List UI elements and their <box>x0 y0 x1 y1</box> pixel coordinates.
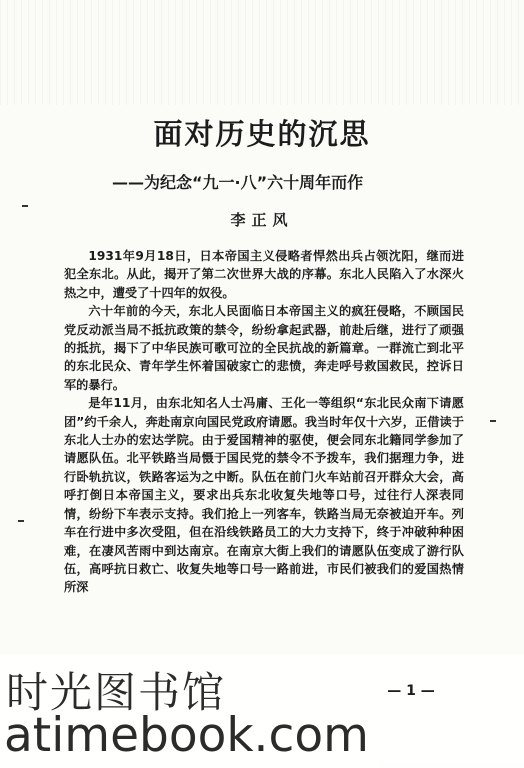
watermark-chinese: 时光图书馆 <box>6 668 227 717</box>
paragraph-3: 是年11月，由东北知名人士冯庸、王化一等组织“东北民众南下请愿团”约千余人，奔赴南京向国民党政府请愿。我当时年仅十六岁，正借读于东北人士办的宏达学院。由于爱国精神的驱使，便会同东北籍同学参加了请愿队伍。北平铁路当局慑于国民党的禁令不予拨车，我们据理力争，进行卧轨抗议，铁路客运为之中断。队伍在前门火车站前召开群众大会，高呼打倒日本帝国主义，要求出兵东北收复失地等口号，过往行人深表同情，纷纷下车表示支持。我们抢上一列客车，铁路当局无奈被迫开车。列车在行进中多次受阻，但在沿线铁路员工的大力支持下，终于冲破种种困难，在凄风苦雨中到达南京。在南京大街上我们的请愿队伍变成了游行队伍，高呼抗日救亡、收复失地等口号一路前进，市民们被我们的爱国热情所深 <box>64 396 464 595</box>
article-body <box>64 247 464 597</box>
article-subtitle: ——为纪念“九一·八”六十周年而作 <box>112 173 364 192</box>
scan-speck <box>22 205 28 207</box>
article-author: 李正风 <box>230 211 294 229</box>
paragraph-2: 六十年前的今天，东北人民面临日本帝国主义的疯狂侵略，不顾国民党反动派当局不抵抗政策的禁令，纷纷拿起武器，前赴后继，进行了顽强的抵抗，揭下了中华民族可歌可泣的全民抗战的新篇章。一群流亡到北平的东北民众、青年学生怀着国破家亡的悲愤，奔走呼号救国救民，控诉日军的暴行。 <box>64 304 464 392</box>
page-number: — 1 — <box>387 683 435 699</box>
article-title: 面对历史的沉思 <box>153 117 371 151</box>
scan-header-area <box>0 0 524 105</box>
paragraph-1: 1931年9月18日，日本帝国主义侵略者悍然出兵占领沈阳，继而进犯全东北。从此，揭开了第二次世界大战的序幕。东北人民陷入了水深火热之中，遭受了十四年的奴役。 <box>64 249 464 300</box>
scan-speck <box>18 520 24 522</box>
watermark-url: atimebook.com <box>4 708 369 763</box>
scan-speck <box>490 420 496 422</box>
